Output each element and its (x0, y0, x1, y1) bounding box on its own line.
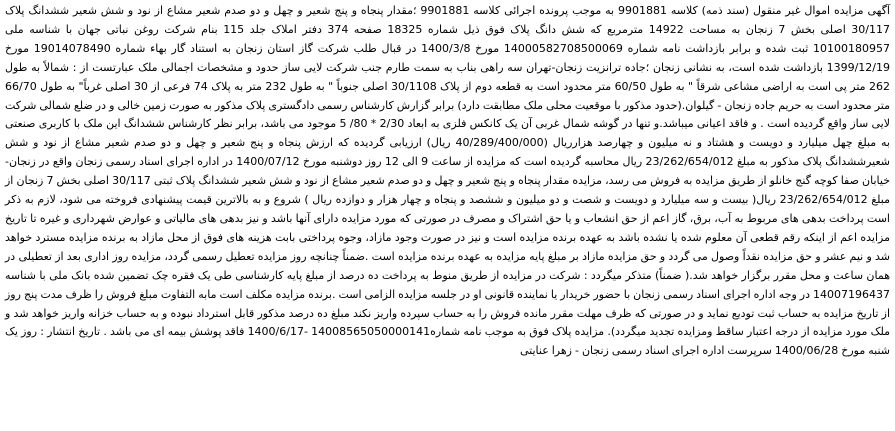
auction-notice-text: آگهی مزایده اموال غیر منقول (سند ذمه) کلاسه 9901881 به موجب پرونده اجرائی کلاسه 9901881 ؛مقدار پنجاه و پنج شعیر و چهل و دو صدم شعیر مشاع از نود و شش شعیر ششدانگ پلاک 30/117 اصلی بخش 7 زنجان به مساحت 14922 مترمربع که شش دانگ پلاک فوق ذیل شماره 18325 صفحه 374 دفتر املاک جلد 115 بنام شرکت روغن نباتی جهان با شناسه ملی 10100180957 ثبت شده و برابر بازداشت نامه شماره 14000582708500069 مورخ 1400/3/8 در قبال طلب شرکت گاز استان زنجان به استناد گار بهاء شماره 19014078490 مورخ 1399/12/19 بازداشت شده است، به نشانی زنجان ؛جاده ترانزیت زنجان-تهران سه راهی بناب به سمت طارم جنب شرکت لایی ساز حدود و مشخصات اجمالی ملک عبارتست از : شمالاً به طول 262 متر پی است به اراضی مشاعی شرقاً " به طول 60/50 متر محدود است به قطعه دوم از پلاک 30/1108 اصلی جنوباً " به طول 232 متر به پلاک 74 فرعی از 30 اصلی غرباً" به طول 66/70 متر محدود است به حریم جاده زنجان - گیلوان.(حدود مذکور با موقعیت محلی ملک مطابقت دارد) برابر گزارش کارشناس رسمی دادگستری پلاک مذکور به صورت زمین خالی و در ضلع شمالی شرکت لایی ساز واقع گردیده است . و فاقد اعیانی میباشد.و تنها در گوشه شمال غربی آن یک کانکس فلزی به ابعاد 2/30 * 80/ 5 موجود می باشد، برابر نظر کارشناس ششدانگ این ملک با کاربری صنعتی به مبلغ چهل میلیارد و دویست و هشتاد و نه میلیون و چهارصد هزارریال (40/289/400/000 ریال) ارزیابی گردیده که ارزش پنجاه و پنج شعیر و چهل و دو صدم شعیر مشاع از نود و شش شعیرششدانگ پلاک مذکور به مبلغ 23/262/654/012 ریال محاسبه گردیده است که مزایده از ساعت 9 الی 12 روز دوشنبه مورخ 1400/07/12 در اداره اجرای اسناد رسمی زنجان واقع در زنجان- خیابان صفا کوچه گنج خانلو از طریق مزایده به فروش می رسد، مزایده مقدار پنجاه و پنج شعیر و چهل و دو صدم شعیر مشاع از نود و شش شعیر ششدانگ پلاک ثبتی 30/117 اصلی بخش 7 زنجان از مبلغ 23/262/654/012 ریال( بیست و سه میلیارد و دویست و شصت و دو میلیون و ششصد و پنجاه و چهار هزار و دوازده ریال ) شروع و به بالاترین قیمت پیشنهادی فروخته می شود، لازم به ذکر است پرداخت بدهی های مربوط به آب، برق، گاز اعم از حق انشعاب و یا حق اشتراک و مصرف در صورتی که مورد مزایده دارای آنها باشد و نیز بدهی های مالیاتی و عوارض شهرداری و غیره تا تاریخ مزایده اعم از اینکه رقم قطعی آن معلوم شده یا نشده باشد به عهده برنده مزایده است و نیز در صورت وجود مازاد، وجوه پرداختی بابت هزینه های فوق از محل مازاد به برنده مزایده مسترد خواهد شد و نیم عشر و حق مزایده نقداً وصول می گردد و حق مزایده مازاد بر مبلغ پایه مزایده به عهده برنده مزایده است .ضمناً چنانچه روز مزایده تعطیل رسمی گردد، مزایده روز اداری بعد از تعطیلی در همان ساعت و محل مقرر برگزار خواهد شد.( ضمناً) متذکر میگردد : شرکت در مزایده از طریق منوط به پرداخت ده درصد از مبلغ پایه کارشناسی طی یک فقره چک تضمین شده بانک ملی با شناسه 14007196437 در وجه اداره اجرای اسناد رسمی زنجان با حضور خریدار یا نماینده قانونی او در جلسه مزایده الزامی است .برنده مزایده مکلف است مابه التفاوت مبلغ فروش را ظرف مدت پنج روز از تاریخ مزایده به حساب ثبت تودیع نماید و در صورتی که ظرف مهلت مقرر مانده فروش را به حساب سپرده واریز نکند مبلغ ده درصد مذکور قابل استرداد نبوده و به حساب خزانه واریز خواهد شد و ملک مورد مزایده از درجه اعتبار ساقط ومزایده تجدید میگردد). مزایده پلاک فوق به موجب نامه شماره14008565050000141 -1400/6/17 فاقد پوشش بیمه ای می باشد . تاریخ انتشار : روز یک شنبه مورخ 1400/06/28 سرپرست اداره اجرای اسناد رسمی زنجان - زهرا عنایتی (5, 4, 891, 358)
